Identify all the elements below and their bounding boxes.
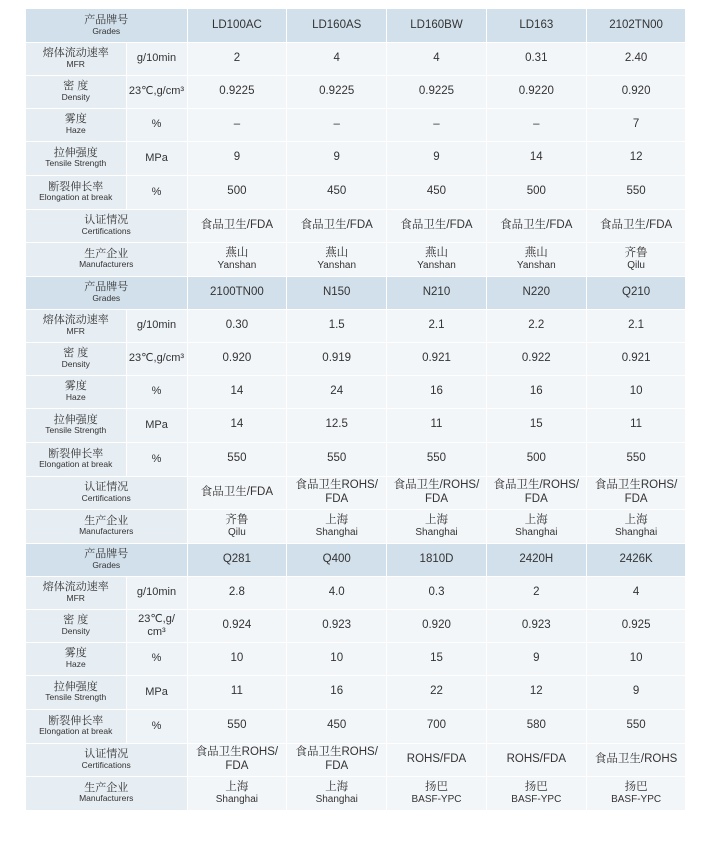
label-mfr-en: MFR bbox=[66, 592, 85, 603]
label-grades-en: Grades bbox=[92, 25, 121, 36]
certification-cell bbox=[287, 743, 387, 776]
label-tensile-zh: 拉伸强度 bbox=[53, 413, 98, 426]
label-elong-en: Elongation at break bbox=[39, 459, 113, 470]
manufacturer-cell bbox=[187, 509, 287, 543]
elong-value: 550 bbox=[586, 709, 686, 743]
row-mfr bbox=[26, 576, 686, 609]
certification-line2: FDA bbox=[325, 492, 349, 505]
unit-density: 23℃,g/cm³ bbox=[126, 75, 187, 108]
label-haze-zh: 雾度 bbox=[64, 647, 87, 660]
label-tensile-zh: 拉伸强度 bbox=[53, 146, 98, 159]
label-haze bbox=[26, 108, 126, 141]
manufacturer-cell bbox=[486, 242, 586, 276]
label-cert bbox=[26, 743, 187, 776]
row-grades bbox=[26, 543, 686, 576]
density-value: 0.9220 bbox=[486, 75, 586, 108]
label-mfr-zh: 熔体流动速率 bbox=[42, 314, 109, 327]
row-grades bbox=[26, 276, 686, 309]
manufacturer-zh: 扬巴 bbox=[624, 780, 648, 793]
certification-line1: 食品卫生/ROHS/ bbox=[493, 479, 580, 492]
certification-line1: 食品卫生ROHS/ bbox=[295, 746, 378, 759]
certification-line2: FDA bbox=[524, 492, 548, 505]
label-mfr bbox=[26, 576, 126, 609]
label-grades bbox=[26, 276, 187, 309]
label-cert-en: Certifications bbox=[81, 225, 131, 236]
haze-value: 16 bbox=[486, 375, 586, 408]
density-value: 0.923 bbox=[486, 609, 586, 642]
grade-cell: LD163 bbox=[486, 9, 586, 42]
manufacturer-zh: 燕山 bbox=[225, 246, 249, 259]
row-cert bbox=[26, 476, 686, 509]
row-density bbox=[26, 342, 686, 375]
unit-haze: % bbox=[126, 108, 187, 141]
manufacturer-zh: 燕山 bbox=[424, 246, 448, 259]
manufacturer-cell bbox=[287, 776, 387, 810]
label-grades bbox=[26, 543, 187, 576]
elong-value: 550 bbox=[387, 442, 487, 476]
certification-cell bbox=[387, 476, 487, 509]
elong-value: 550 bbox=[187, 442, 287, 476]
tensile-value: 14 bbox=[187, 408, 287, 442]
unit-elong: % bbox=[126, 442, 187, 476]
label-elong bbox=[26, 442, 126, 476]
haze-value: – bbox=[187, 108, 287, 141]
label-density-zh: 密 度 bbox=[63, 80, 89, 93]
elong-value: 500 bbox=[486, 442, 586, 476]
haze-value: 16 bbox=[387, 375, 487, 408]
label-mfr bbox=[26, 42, 126, 75]
grade-cell: 2420H bbox=[486, 543, 586, 576]
label-tensile-en: Tensile Strength bbox=[45, 692, 107, 703]
mfr-value: 4.0 bbox=[287, 576, 387, 609]
label-elong-zh: 断裂伸长率 bbox=[48, 180, 104, 193]
label-cert-zh: 认证情况 bbox=[84, 748, 129, 761]
elong-value: 550 bbox=[586, 442, 686, 476]
manufacturer-en: BASF-YPC bbox=[511, 793, 562, 805]
certification-line2: FDA bbox=[424, 492, 448, 505]
tensile-value: 9 bbox=[187, 141, 287, 175]
row-haze bbox=[26, 375, 686, 408]
certification-cell bbox=[486, 209, 586, 242]
manufacturer-en: Shanghai bbox=[315, 526, 358, 538]
manufacturer-en: BASF-YPC bbox=[411, 793, 462, 805]
manufacturer-zh: 燕山 bbox=[325, 246, 349, 259]
manufacturer-en: Shanghai bbox=[614, 526, 658, 538]
certification-cell bbox=[586, 209, 686, 242]
mfr-value: 4 bbox=[586, 576, 686, 609]
label-tensile bbox=[26, 141, 126, 175]
tensile-value: 11 bbox=[187, 675, 287, 709]
label-haze-zh: 雾度 bbox=[64, 113, 87, 126]
label-grades-zh: 产品牌号 bbox=[84, 14, 129, 27]
row-haze bbox=[26, 108, 686, 141]
density-value: 0.920 bbox=[187, 342, 287, 375]
grade-cell: Q210 bbox=[586, 276, 686, 309]
label-mfg-en: Manufacturers bbox=[79, 793, 134, 804]
grade-cell: N220 bbox=[486, 276, 586, 309]
label-tensile-en: Tensile Strength bbox=[45, 425, 107, 436]
label-cert-en: Certifications bbox=[81, 492, 131, 503]
haze-value: – bbox=[287, 108, 387, 141]
label-tensile bbox=[26, 408, 126, 442]
tensile-value: 15 bbox=[486, 408, 586, 442]
tensile-value: 12 bbox=[586, 141, 686, 175]
manufacturer-cell bbox=[287, 509, 387, 543]
certification-line1: 食品卫生/FDA bbox=[200, 485, 273, 498]
manufacturer-cell bbox=[586, 242, 686, 276]
manufacturer-cell bbox=[586, 509, 686, 543]
certification-line2: FDA bbox=[325, 759, 349, 772]
haze-value: 10 bbox=[187, 642, 287, 675]
unit-tensile: MPa bbox=[126, 408, 187, 442]
label-elong-en: Elongation at break bbox=[39, 192, 113, 203]
label-mfg bbox=[26, 509, 187, 543]
haze-value: 15 bbox=[387, 642, 487, 675]
grade-cell: 2426K bbox=[586, 543, 686, 576]
certification-line1: 食品卫生ROHS/ bbox=[594, 479, 678, 492]
label-elong-zh: 断裂伸长率 bbox=[48, 447, 104, 460]
label-density-zh: 密 度 bbox=[63, 614, 89, 627]
mfr-value: 0.3 bbox=[387, 576, 487, 609]
elong-value: 500 bbox=[187, 175, 287, 209]
manufacturer-zh: 齐鲁 bbox=[624, 246, 648, 259]
label-density bbox=[26, 342, 126, 375]
elong-value: 450 bbox=[287, 709, 387, 743]
label-mfr bbox=[26, 309, 126, 342]
mfr-value: 1.5 bbox=[287, 309, 387, 342]
grade-cell: LD160BW bbox=[387, 9, 487, 42]
row-tensile bbox=[26, 408, 686, 442]
label-mfr-zh: 熔体流动速率 bbox=[42, 581, 109, 594]
certification-line1: ROHS/FDA bbox=[506, 752, 566, 765]
density-value: 0.921 bbox=[586, 342, 686, 375]
label-grades-zh: 产品牌号 bbox=[84, 548, 129, 561]
unit-tensile: MPa bbox=[126, 675, 187, 709]
row-tensile bbox=[26, 141, 686, 175]
certification-cell bbox=[287, 209, 387, 242]
unit-mfr: g/10min bbox=[126, 42, 187, 75]
haze-value: 7 bbox=[586, 108, 686, 141]
haze-value: 10 bbox=[586, 642, 686, 675]
label-elong bbox=[26, 709, 126, 743]
label-haze bbox=[26, 375, 126, 408]
label-haze-en: Haze bbox=[65, 124, 86, 135]
manufacturer-zh: 扬巴 bbox=[424, 780, 448, 793]
density-value: 0.923 bbox=[287, 609, 387, 642]
row-mfr bbox=[26, 42, 686, 75]
density-value: 0.922 bbox=[486, 342, 586, 375]
label-mfg-en: Manufacturers bbox=[79, 259, 134, 270]
manufacturer-cell bbox=[387, 509, 487, 543]
label-elong-zh: 断裂伸长率 bbox=[48, 714, 104, 727]
elong-value: 700 bbox=[387, 709, 487, 743]
certification-cell bbox=[187, 476, 287, 509]
manufacturer-en: Yanshan bbox=[217, 259, 257, 271]
haze-value: 10 bbox=[287, 642, 387, 675]
manufacturer-cell bbox=[387, 776, 487, 810]
certification-line1: 食品卫生/FDA bbox=[599, 218, 673, 231]
mfr-value: 4 bbox=[387, 42, 487, 75]
grade-cell: N210 bbox=[387, 276, 487, 309]
manufacturer-zh: 上海 bbox=[524, 513, 548, 526]
manufacturer-en: Qilu bbox=[627, 259, 645, 271]
grade-cell: Q281 bbox=[187, 543, 287, 576]
manufacturer-cell bbox=[486, 509, 586, 543]
row-grades bbox=[26, 9, 686, 42]
elong-value: 550 bbox=[586, 175, 686, 209]
label-mfg-zh: 生产企业 bbox=[84, 514, 129, 527]
manufacturer-en: Shanghai bbox=[415, 526, 458, 538]
label-mfg bbox=[26, 776, 187, 810]
label-grades bbox=[26, 9, 187, 42]
label-elong-en: Elongation at break bbox=[39, 726, 113, 737]
tensile-value: 11 bbox=[586, 408, 686, 442]
density-value: 0.925 bbox=[586, 609, 686, 642]
tensile-value: 16 bbox=[287, 675, 387, 709]
manufacturer-cell bbox=[187, 242, 287, 276]
unit-density: 23℃,g/cm³ bbox=[126, 342, 187, 375]
density-value: 0.921 bbox=[387, 342, 487, 375]
label-density-en: Density bbox=[61, 91, 90, 102]
elong-value: 450 bbox=[287, 175, 387, 209]
manufacturer-zh: 上海 bbox=[225, 780, 249, 793]
density-value: 0.9225 bbox=[387, 75, 487, 108]
manufacturer-zh: 上海 bbox=[424, 513, 448, 526]
elong-value: 550 bbox=[187, 709, 287, 743]
manufacturer-en: Yanshan bbox=[516, 259, 556, 271]
label-cert bbox=[26, 476, 187, 509]
label-tensile-zh: 拉伸强度 bbox=[53, 680, 98, 693]
manufacturer-cell bbox=[486, 776, 586, 810]
label-mfg-zh: 生产企业 bbox=[84, 781, 129, 794]
certification-line1: 食品卫生ROHS/ bbox=[195, 746, 279, 759]
grade-cell: 1810D bbox=[387, 543, 487, 576]
tensile-value: 12 bbox=[486, 675, 586, 709]
row-tensile bbox=[26, 675, 686, 709]
unit-elong: % bbox=[126, 175, 187, 209]
density-value: 0.924 bbox=[187, 609, 287, 642]
manufacturer-en: Yanshan bbox=[417, 259, 456, 271]
manufacturer-zh: 扬巴 bbox=[524, 780, 548, 793]
label-density bbox=[26, 609, 126, 642]
mfr-value: 2.8 bbox=[187, 576, 287, 609]
label-cert-en: Certifications bbox=[81, 759, 131, 770]
row-elong bbox=[26, 175, 686, 209]
label-density bbox=[26, 75, 126, 108]
row-density bbox=[26, 609, 686, 642]
haze-value: 10 bbox=[586, 375, 686, 408]
certification-cell bbox=[486, 476, 586, 509]
grade-cell: LD100AC bbox=[187, 9, 287, 42]
elong-value: 580 bbox=[486, 709, 586, 743]
row-haze bbox=[26, 642, 686, 675]
unit-density-part2: cm³ bbox=[147, 625, 166, 638]
mfr-value: 0.31 bbox=[486, 42, 586, 75]
tensile-value: 22 bbox=[387, 675, 487, 709]
certification-cell bbox=[187, 209, 287, 242]
manufacturer-zh: 上海 bbox=[624, 513, 648, 526]
grade-cell: 2102TN00 bbox=[586, 9, 686, 42]
certification-line1: 食品卫生/ROHS/ bbox=[393, 479, 480, 492]
label-elong bbox=[26, 175, 126, 209]
unit-density bbox=[126, 609, 187, 642]
unit-tensile: MPa bbox=[126, 141, 187, 175]
unit-mfr: g/10min bbox=[126, 576, 187, 609]
certification-cell bbox=[586, 743, 686, 776]
row-cert bbox=[26, 209, 686, 242]
row-density bbox=[26, 75, 686, 108]
label-mfg-zh: 生产企业 bbox=[84, 247, 129, 260]
label-mfr-en: MFR bbox=[66, 325, 85, 336]
certification-cell bbox=[486, 743, 586, 776]
density-value: 0.920 bbox=[387, 609, 487, 642]
manufacturer-cell bbox=[586, 776, 686, 810]
product-spec-document bbox=[26, 9, 686, 811]
grade-cell: LD160AS bbox=[287, 9, 387, 42]
manufacturer-zh: 燕山 bbox=[524, 246, 548, 259]
label-grades-en: Grades bbox=[92, 292, 121, 303]
manufacturer-en: Shanghai bbox=[215, 793, 259, 805]
mfr-value: 2.40 bbox=[586, 42, 686, 75]
grade-cell: N150 bbox=[287, 276, 387, 309]
manufacturer-en: BASF-YPC bbox=[611, 793, 662, 805]
mfr-value: 2.2 bbox=[486, 309, 586, 342]
label-cert-zh: 认证情况 bbox=[84, 481, 129, 494]
manufacturer-cell bbox=[287, 242, 387, 276]
unit-elong: % bbox=[126, 709, 187, 743]
certification-line1: ROHS/FDA bbox=[406, 752, 467, 765]
manufacturer-zh: 齐鲁 bbox=[225, 513, 249, 526]
mfr-value: 2.1 bbox=[586, 309, 686, 342]
tensile-value: 9 bbox=[586, 675, 686, 709]
label-haze bbox=[26, 642, 126, 675]
grade-cell: 2100TN00 bbox=[187, 276, 287, 309]
certification-cell bbox=[387, 209, 487, 242]
row-mfg bbox=[26, 242, 686, 276]
certification-line1: 食品卫生/FDA bbox=[400, 218, 473, 231]
certification-line2: FDA bbox=[624, 492, 648, 505]
density-value: 0.9225 bbox=[187, 75, 287, 108]
row-elong bbox=[26, 709, 686, 743]
elong-value: 450 bbox=[387, 175, 487, 209]
mfr-value: 4 bbox=[287, 42, 387, 75]
manufacturer-cell bbox=[187, 776, 287, 810]
certification-line1: 食品卫生/FDA bbox=[200, 218, 273, 231]
label-mfr-zh: 熔体流动速率 bbox=[42, 47, 109, 60]
label-haze-en: Haze bbox=[65, 658, 86, 669]
certification-line1: 食品卫生/ROHS bbox=[594, 752, 678, 765]
label-mfg-en: Manufacturers bbox=[79, 526, 134, 537]
certification-cell bbox=[187, 743, 287, 776]
tensile-value: 11 bbox=[387, 408, 487, 442]
unit-haze: % bbox=[126, 642, 187, 675]
density-value: 0.920 bbox=[586, 75, 686, 108]
label-mfg bbox=[26, 242, 187, 276]
unit-density-part1: 23℃,g/ bbox=[138, 612, 175, 625]
elong-value: 500 bbox=[486, 175, 586, 209]
label-tensile-en: Tensile Strength bbox=[45, 158, 107, 169]
unit-mfr: g/10min bbox=[126, 309, 187, 342]
haze-value: 24 bbox=[287, 375, 387, 408]
label-cert bbox=[26, 209, 187, 242]
manufacturer-en: Qilu bbox=[228, 526, 246, 538]
haze-value: – bbox=[486, 108, 586, 141]
mfr-value: 2 bbox=[486, 576, 586, 609]
unit-haze: % bbox=[126, 375, 187, 408]
certification-line2: FDA bbox=[225, 759, 249, 772]
certification-line1: 食品卫生ROHS/ bbox=[295, 479, 378, 492]
mfr-value: 0.30 bbox=[187, 309, 287, 342]
row-elong bbox=[26, 442, 686, 476]
haze-value: 9 bbox=[486, 642, 586, 675]
label-tensile bbox=[26, 675, 126, 709]
row-mfg bbox=[26, 509, 686, 543]
certification-cell bbox=[586, 476, 686, 509]
label-cert-zh: 认证情况 bbox=[84, 214, 129, 227]
mfr-value: 2 bbox=[187, 42, 287, 75]
manufacturer-en: Shanghai bbox=[315, 793, 358, 805]
label-haze-zh: 雾度 bbox=[64, 380, 87, 393]
mfr-value: 2.1 bbox=[387, 309, 487, 342]
haze-value: 14 bbox=[187, 375, 287, 408]
elong-value: 550 bbox=[287, 442, 387, 476]
manufacturer-en: Shanghai bbox=[515, 526, 558, 538]
label-grades-zh: 产品牌号 bbox=[84, 281, 129, 294]
row-mfg bbox=[26, 776, 686, 810]
label-mfr-en: MFR bbox=[66, 58, 85, 69]
product-spec-table bbox=[26, 9, 686, 811]
manufacturer-cell bbox=[387, 242, 487, 276]
row-mfr bbox=[26, 309, 686, 342]
manufacturer-en: Yanshan bbox=[317, 259, 357, 271]
tensile-value: 14 bbox=[486, 141, 586, 175]
haze-value: – bbox=[387, 108, 487, 141]
label-haze-en: Haze bbox=[65, 391, 86, 402]
label-grades-en: Grades bbox=[92, 559, 121, 570]
certification-cell bbox=[387, 743, 487, 776]
tensile-value: 12.5 bbox=[287, 408, 387, 442]
density-value: 0.919 bbox=[287, 342, 387, 375]
label-density-en: Density bbox=[61, 358, 90, 369]
manufacturer-zh: 上海 bbox=[325, 780, 349, 793]
row-cert bbox=[26, 743, 686, 776]
density-value: 0.9225 bbox=[287, 75, 387, 108]
label-density-en: Density bbox=[61, 625, 90, 636]
certification-line1: 食品卫生/FDA bbox=[500, 218, 573, 231]
certification-cell bbox=[287, 476, 387, 509]
manufacturer-zh: 上海 bbox=[325, 513, 349, 526]
tensile-value: 9 bbox=[287, 141, 387, 175]
certification-line1: 食品卫生/FDA bbox=[300, 218, 373, 231]
tensile-value: 9 bbox=[387, 141, 487, 175]
label-density-zh: 密 度 bbox=[63, 347, 89, 360]
grade-cell: Q400 bbox=[287, 543, 387, 576]
